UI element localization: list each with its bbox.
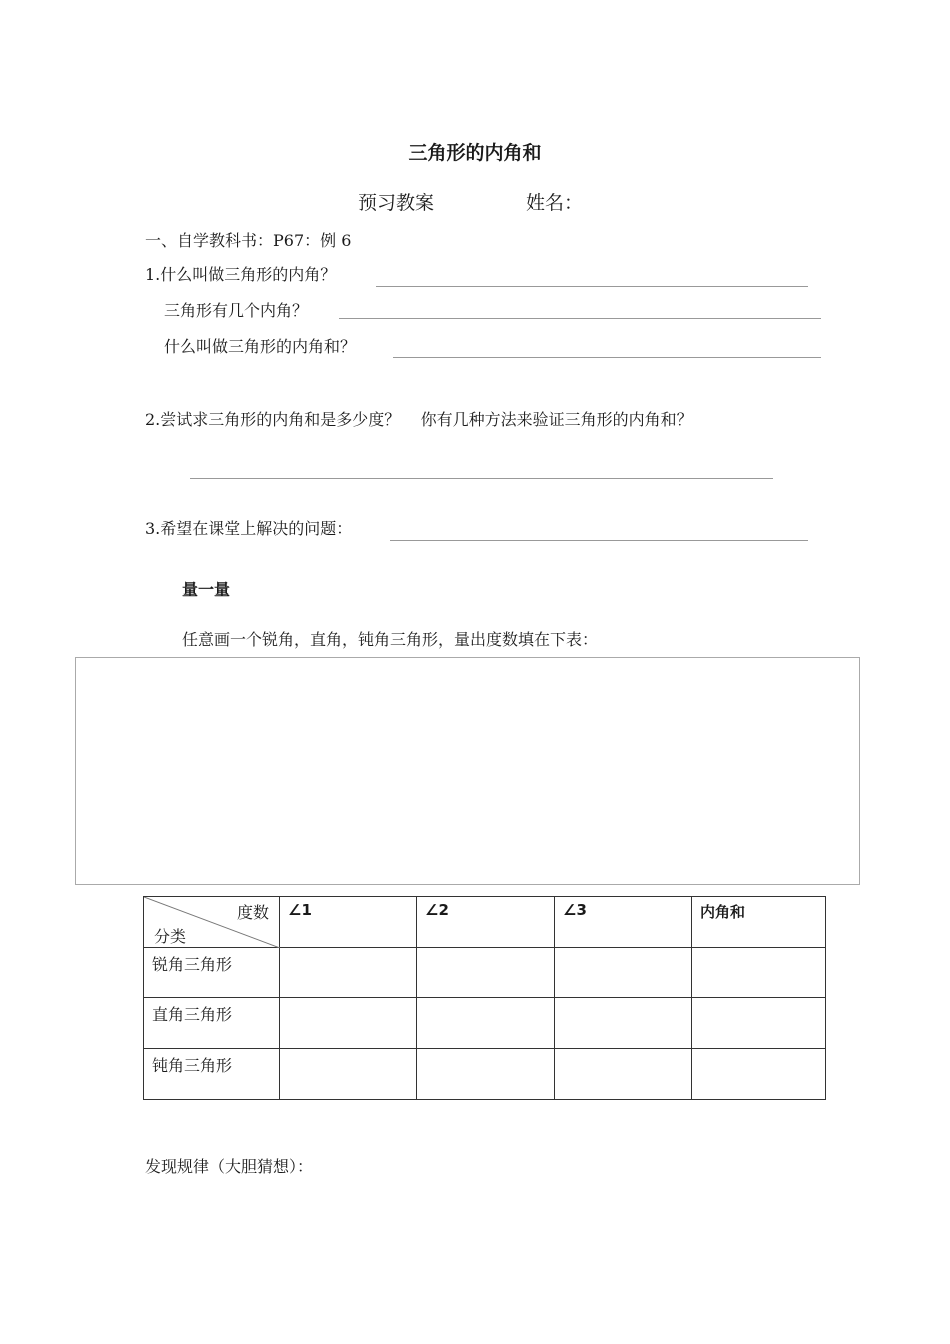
- header-angle-3: ∠3: [555, 897, 692, 948]
- drawing-area[interactable]: [75, 657, 860, 885]
- row-label-right: 直角三角形: [144, 998, 280, 1049]
- table-header-row: [144, 897, 826, 948]
- conclusion-prompt: 发现规律（大胆猜想）：: [145, 1157, 314, 1176]
- subtitle-plan: 预习教案: [358, 192, 435, 214]
- table-cell[interactable]: [692, 998, 826, 1049]
- answer-line-q2[interactable]: [190, 478, 773, 479]
- header-angle-2: ∠2: [417, 897, 555, 948]
- row-label-obtuse: 钝角三角形: [144, 1049, 280, 1100]
- section1-heading: 一、自学教科书：P67：例 6: [145, 231, 352, 250]
- table-corner-cell: [144, 897, 280, 948]
- table-cell[interactable]: [555, 998, 692, 1049]
- answer-line-q1[interactable]: [376, 286, 808, 287]
- table-row: [144, 998, 826, 1049]
- table-cell[interactable]: [555, 1049, 692, 1100]
- question-3: 3.希望在课堂上解决的问题：: [145, 519, 353, 538]
- measure-instruction: 任意画一个锐角，直角，钝角三角形，量出度数填在下表：: [182, 630, 599, 649]
- table-cell[interactable]: [692, 948, 826, 998]
- header-angle-1: ∠1: [280, 897, 417, 948]
- table-cell[interactable]: [417, 1049, 555, 1100]
- table-cell[interactable]: [555, 948, 692, 998]
- page-title: 三角形的内角和: [408, 142, 542, 164]
- table-cell[interactable]: [280, 998, 417, 1049]
- subtitle-name-label: 姓名：: [526, 192, 584, 214]
- question-1b: 三角形有几个内角？: [164, 301, 309, 320]
- table-row: [144, 948, 826, 998]
- angle-table: [143, 896, 826, 1100]
- table-cell[interactable]: [280, 1049, 417, 1100]
- corner-label-category: 分类: [154, 927, 187, 946]
- table-row: [144, 1049, 826, 1100]
- table-cell[interactable]: [692, 1049, 826, 1100]
- table-cell[interactable]: [417, 998, 555, 1049]
- answer-line-q1b[interactable]: [339, 318, 821, 319]
- table-cell[interactable]: [280, 948, 417, 998]
- question-1: 1.什么叫做三角形的内角？: [145, 265, 337, 284]
- question-2: 2.尝试求三角形的内角和是多少度？ 你有几种方法来验证三角形的内角和？: [145, 410, 693, 429]
- question-1c: 什么叫做三角形的内角和？: [164, 337, 357, 356]
- table-cell[interactable]: [417, 948, 555, 998]
- answer-line-q3[interactable]: [390, 540, 808, 541]
- answer-line-q1c[interactable]: [393, 357, 821, 358]
- row-label-acute: 锐角三角形: [144, 948, 280, 998]
- measure-heading: 量一量: [182, 580, 231, 599]
- header-angle-sum: 内角和: [692, 897, 826, 948]
- corner-label-degrees: 度数: [236, 903, 269, 922]
